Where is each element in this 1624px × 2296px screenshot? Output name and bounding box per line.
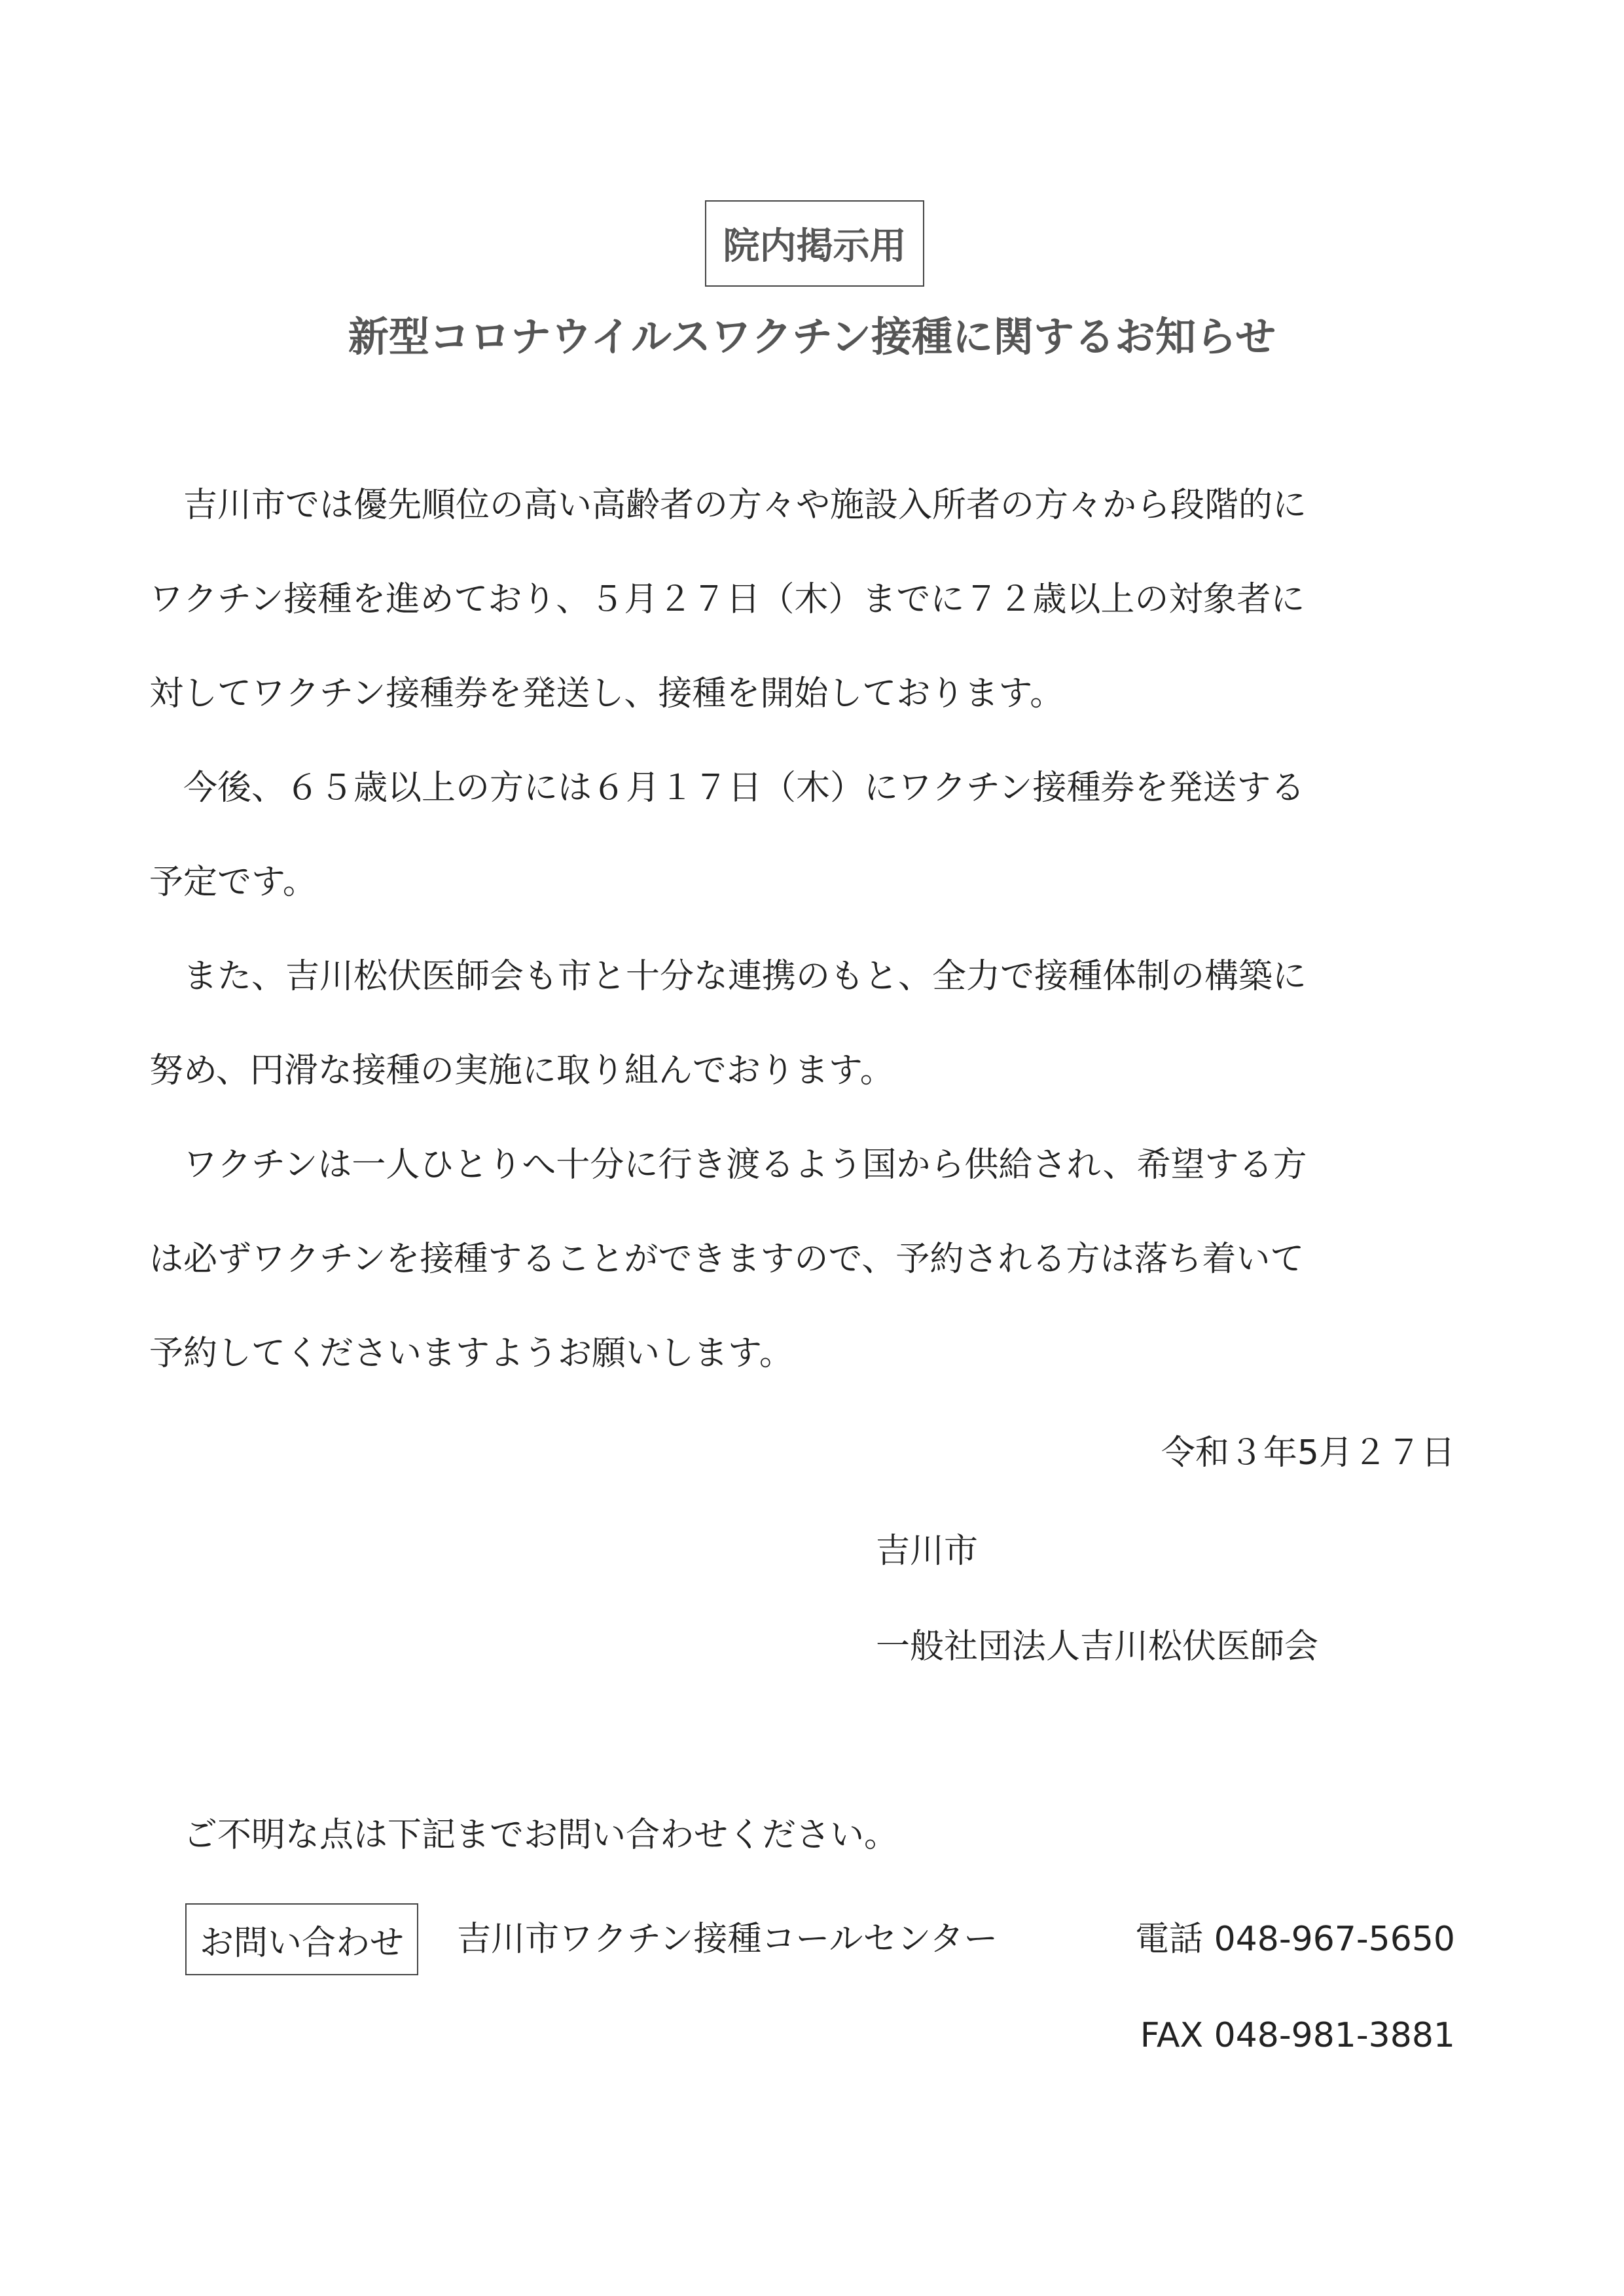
body-line: 予約してくださいますようお願いします。 <box>149 1334 793 1373</box>
fax-number: FAX 048-981-3881 <box>1140 2016 1455 2055</box>
body-line: は必ずワクチンを接種することができますので、予約される方は落ち着いて <box>149 1240 1305 1279</box>
call-center-name: 吉川市ワクチン接種コールセンター <box>457 1920 998 1959</box>
body-line: 対してワクチン接種券を発送し、接種を開始しております。 <box>149 674 1064 713</box>
page-title: 新型コロナウイルスワクチン接種に関するお知らせ <box>348 313 1276 361</box>
body-line: 努め、円滑な接種の実施に取り組んでおります。 <box>149 1051 894 1090</box>
body-line: また、吉川松伏医師会も市と十分な連携のもと、全力で接種体制の構築に <box>149 957 1307 996</box>
issue-date: 令和３年5月２７日 <box>1161 1433 1455 1473</box>
phone-number: 電話 048-967-5650 <box>1135 1920 1455 1959</box>
signatory-city: 吉川市 <box>876 1532 979 1571</box>
body-line: ワクチンは一人ひとりへ十分に行き渡るよう国から供給され、希望する方 <box>149 1145 1307 1185</box>
inquiry-tag: お問い合わせ <box>185 1903 418 1975</box>
inquiry-note: ご不明な点は下記までお問い合わせください。 <box>149 1816 899 1855</box>
notice-tag: 院内掲示用 <box>705 200 924 287</box>
body-line: 予定です。 <box>149 863 317 902</box>
signatory-medical-association: 一般社団法人吉川松伏医師会 <box>876 1627 1319 1666</box>
body-line: 今後、６５歳以上の方には６月１７日（木）にワクチン接種券を発送する <box>149 768 1305 808</box>
body-line: 吉川市では優先順位の高い高齢者の方々や施設入所者の方々から段階的に <box>149 486 1307 525</box>
body-line: ワクチン接種を進めており、５月２７日（木）までに７２歳以上の対象者に <box>149 580 1305 619</box>
